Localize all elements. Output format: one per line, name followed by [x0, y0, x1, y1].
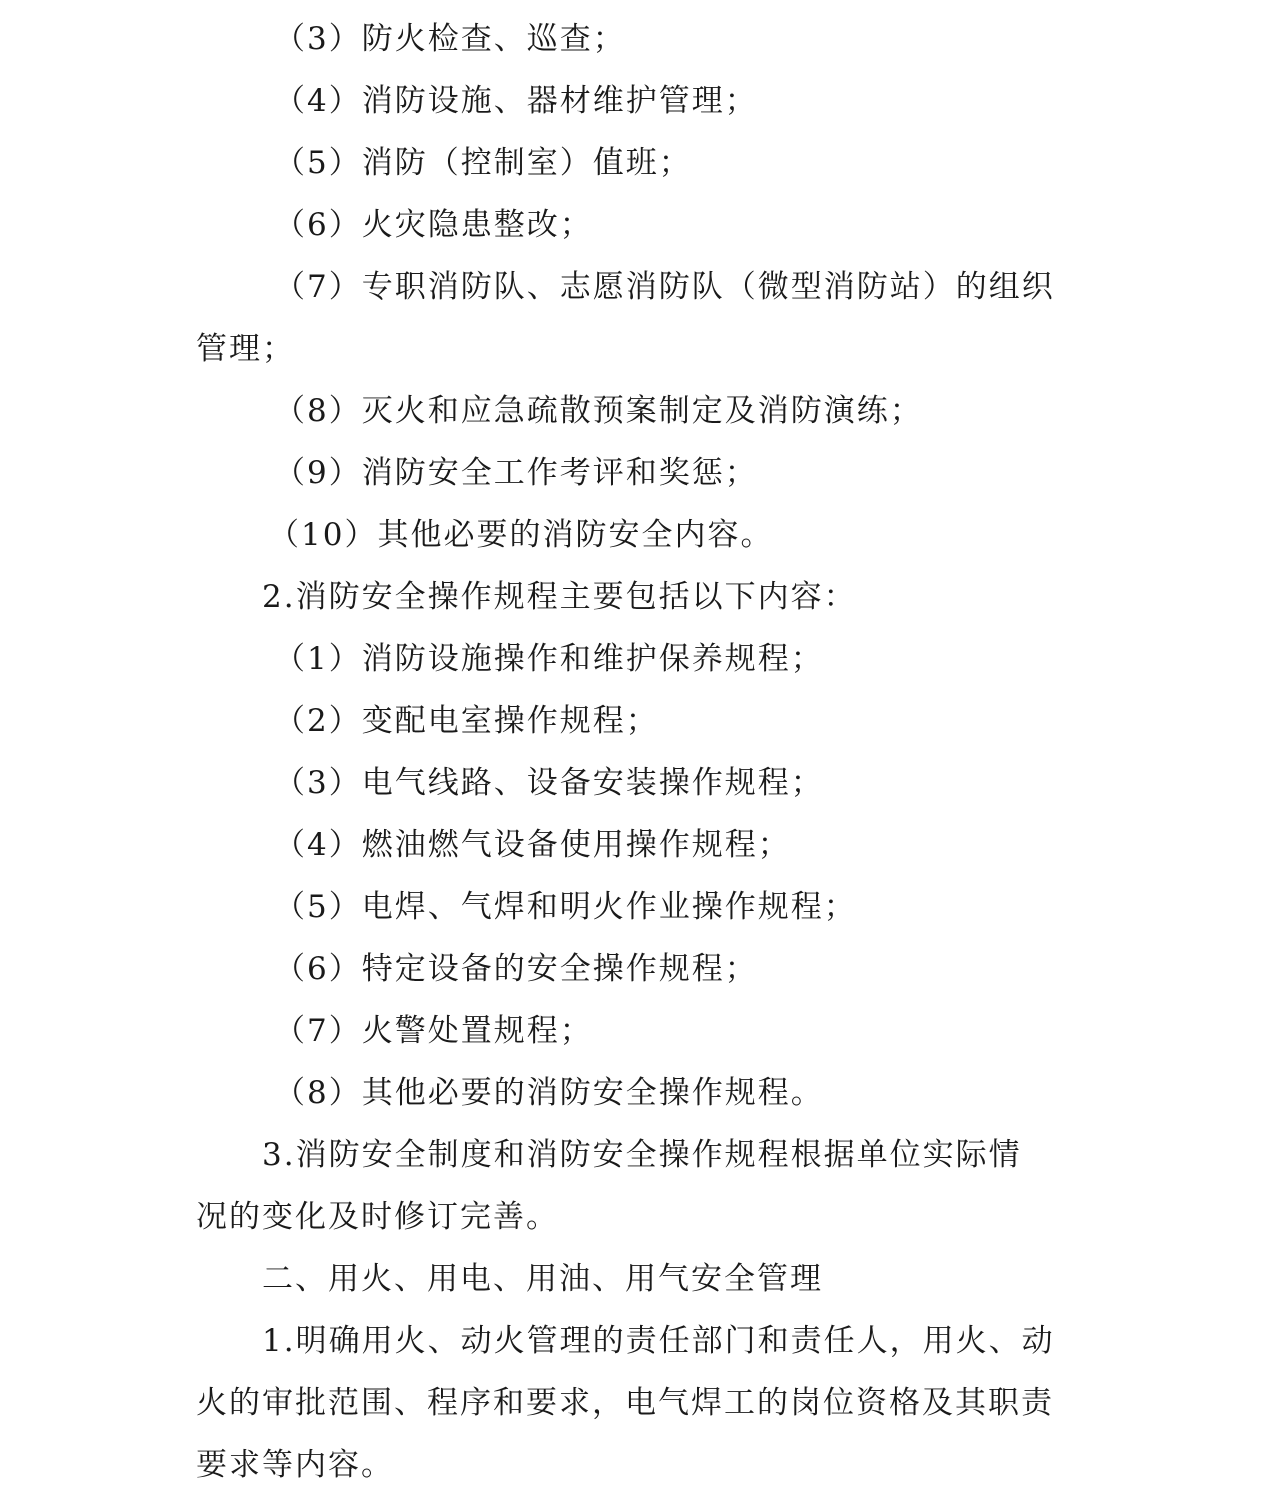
- list-item: （4）燃油燃气设备使用操作规程；: [274, 827, 791, 863]
- paragraph-continuation: 要求等内容。: [196, 1447, 394, 1483]
- list-item: （9）消防安全工作考评和奖惩；: [274, 455, 758, 491]
- paragraph: 3.消防安全制度和消防安全操作规程根据单位实际情: [262, 1137, 1022, 1173]
- paragraph: 2.消防安全操作规程主要包括以下内容：: [262, 579, 857, 615]
- list-item: （3）电气线路、设备安装操作规程；: [274, 765, 824, 801]
- list-item: （6）特定设备的安全操作规程；: [274, 951, 758, 987]
- paragraph-continuation: 火的审批范围、程序和要求，电气焊工的岗位资格及其职责: [196, 1385, 1054, 1421]
- list-item: （8）灭火和应急疏散预案制定及消防演练；: [274, 393, 923, 429]
- list-item: （7）火警处置规程；: [274, 1013, 593, 1049]
- section-heading: 二、用火、用电、用油、用气安全管理: [262, 1261, 823, 1297]
- list-item: （7）专职消防队、志愿消防队（微型消防站）的组织: [274, 269, 1055, 305]
- list-item: （10）其他必要的消防安全内容。: [268, 517, 774, 553]
- paragraph-continuation: 况的变化及时修订完善。: [196, 1199, 559, 1235]
- document-page: [196, 8, 1088, 1496]
- list-item: （2）变配电室操作规程；: [274, 703, 659, 739]
- list-item: （8）其他必要的消防安全操作规程。: [274, 1075, 824, 1111]
- paragraph: 1.明确用火、动火管理的责任部门和责任人，用火、动: [262, 1323, 1055, 1359]
- list-item-continuation: 管理；: [196, 331, 295, 367]
- list-item: （1）消防设施操作和维护保养规程；: [274, 641, 824, 677]
- list-item: （4）消防设施、器材维护管理；: [274, 83, 758, 119]
- list-item: （5）消防（控制室）值班；: [274, 145, 692, 181]
- list-item: （5）电焊、气焊和明火作业操作规程；: [274, 889, 857, 925]
- list-item: （6）火灾隐患整改；: [274, 207, 593, 243]
- list-item: （3）防火检查、巡查；: [274, 21, 626, 57]
